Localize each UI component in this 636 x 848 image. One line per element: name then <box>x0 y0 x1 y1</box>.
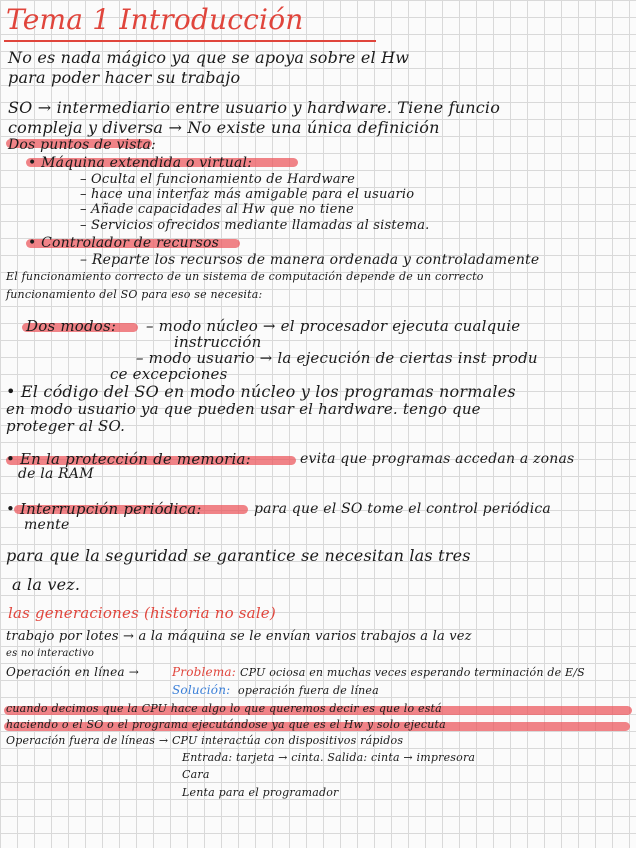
text-line: Dos modos: <box>26 317 117 335</box>
text-line: Solución: <box>172 683 231 697</box>
text-line: • En la protección de memoria: <box>6 450 251 468</box>
text-line: proteger al SO. <box>6 417 126 435</box>
text-line: instrucción <box>174 333 262 351</box>
text-line: Operación en línea → <box>6 665 140 679</box>
text-line: El funcionamiento correcto de un sistema de computación depende de un correcto <box>6 270 484 283</box>
text-line: Lenta para el programador <box>182 786 339 799</box>
text-line: trabajo por lotes → a la máquina se le envían varios trabajos a la vez <box>6 629 472 644</box>
text-line: ce excepciones <box>110 365 228 383</box>
text-line: para que la seguridad se garantice se necesitan las tres <box>6 546 471 565</box>
text-line: Entrada: tarjeta → cinta. Salida: cinta → impresora <box>182 751 476 764</box>
text-line: Cara <box>182 768 210 781</box>
text-line: • Controlador de recursos <box>28 235 219 251</box>
text-line: Dos puntos de vista: <box>8 137 156 153</box>
text-line: CPU ociosa en muchas veces esperando terminación de E/S <box>240 666 585 679</box>
text-line: en modo usuario ya que pueden usar el hardware. tengo que <box>6 400 481 418</box>
text-line: funcionamiento del SO para eso se necesita: <box>6 288 263 301</box>
text-line: mente <box>24 517 70 533</box>
text-line: de la RAM <box>18 466 94 482</box>
text-line: No es nada mágico ya que se apoya sobre el Hw <box>8 48 410 67</box>
text-line: • El código del SO en modo núcleo y los programas normales <box>6 382 516 401</box>
text-line: – Reparte los recursos de manera ordenada y controladamente <box>80 252 540 268</box>
text-line: – hace una interfaz más amigable para el usuario <box>80 187 415 202</box>
text-line: – modo usuario → la ejecución de ciertas inst produ <box>136 349 538 367</box>
text-line: – Oculta el funcionamiento de Hardware <box>80 172 356 187</box>
text-line: operación fuera de línea <box>238 684 379 697</box>
text-line: para poder hacer su trabajo <box>8 68 241 87</box>
text-line: – Añade capacidades al Hw que no tiene <box>80 202 354 217</box>
text-line: – Servicios ofrecidos mediante llamadas al sistema. <box>80 218 430 233</box>
text-line: Problema: <box>172 665 237 679</box>
text-line: • Máquina extendida o virtual: <box>28 155 253 171</box>
page-title: Tema 1 Introducción <box>6 3 304 36</box>
text-line: – modo núcleo → el procesador ejecuta cualquie <box>146 317 521 335</box>
text-line: para que el SO tome el control periódica <box>254 501 551 517</box>
section-heading: las generaciones (historia no sale) <box>8 604 276 622</box>
text-line: compleja y diversa → No existe una única definición <box>8 118 440 137</box>
text-line: haciendo o el SO o el programa ejecutándose ya que es el Hw y solo ejecuta <box>6 718 446 731</box>
text-line: • Interrupción periódica: <box>6 500 202 518</box>
text-line: evita que programas accedan a zonas <box>300 451 575 467</box>
text-line: es no interactivo <box>6 648 95 659</box>
title-underline <box>4 40 376 42</box>
text-line: cuando decimos que la CPU hace algo lo que queremos decir es que lo está <box>6 702 442 715</box>
text-line: SO → intermediario entre usuario y hardware. Tiene funcio <box>8 98 501 117</box>
text-line: a la vez. <box>12 575 81 594</box>
text-line: Operación fuera de líneas → CPU interactúa con dispositivos rápidos <box>6 734 404 747</box>
